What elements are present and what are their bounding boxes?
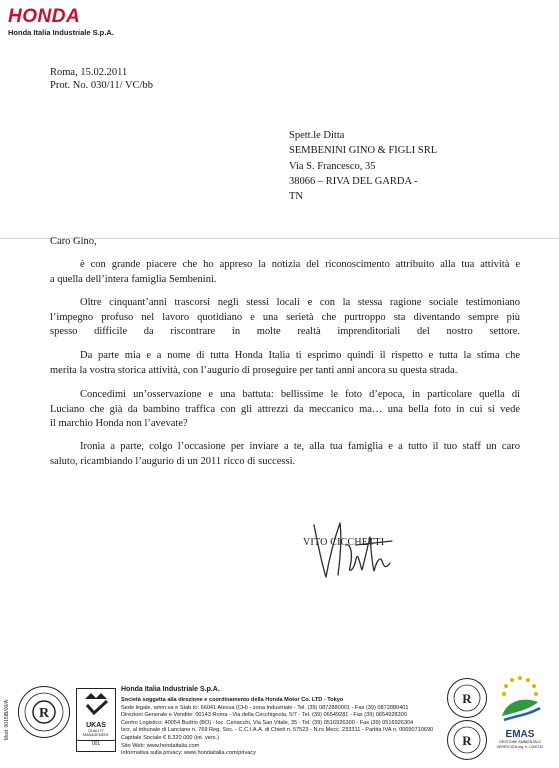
recipient-line: TN xyxy=(289,191,303,203)
paragraph-line: saluto, ricambiando l’augurio di un 2011 ricco di successi. xyxy=(50,455,296,467)
footer-line: Centro Logistico: 40054 Budrio (BO) - loc. Cenacchi, Via San Vitale, 35 - Tel. (39) 0516926300 - Fax (39) 0516926304 xyxy=(121,719,414,726)
paragraph-line: è con grande piacere che ho appreso la notizia del riconoscimento attribuito alla tua attività e xyxy=(80,259,520,270)
footer-line: Iscr. al tribunale di Lanciano n. 769 Reg. Soc. - C.C.I.A.A. di Chieti n. 57523 - N.ro Mecc. 233311 - Partita IVA n. 00090710690 xyxy=(121,727,434,734)
footer-line: Informativa sulla privacy: www.hondaitalia.com/privacy xyxy=(121,750,256,757)
paragraph-line: Da parte mia e a nome di tutta Honda Italia ti esprimo quindi il rispetto e tutta la stima che xyxy=(80,350,520,361)
paragraph-3 xyxy=(50,349,520,378)
paragraph-2 xyxy=(50,296,520,340)
ukas-number: 001 xyxy=(77,740,115,747)
registered-quality-icon xyxy=(19,687,69,737)
svg-text:R: R xyxy=(462,691,472,706)
form-code: Mod. 0015IB/00/A xyxy=(4,699,10,740)
company-name: Honda Italia Industriale S.p.A. xyxy=(8,28,114,37)
crown-check-icon xyxy=(77,689,115,717)
svg-text:R: R xyxy=(462,733,472,748)
footer-line: Capitale Sociale € 8.320.000 (int. vers.) xyxy=(121,734,219,741)
paragraph-line: Luciano che già da bambino traffica con gli attrezzi da meccanico ma… una bella foto in cui si vede xyxy=(50,403,520,415)
paragraph-line: merita la vostra storica attività, con l’augurio di proseguire per tanti anni ancora su questa strada. xyxy=(50,364,458,376)
paragraph-1 xyxy=(50,258,520,287)
recipient-line: Spett.le Ditta xyxy=(289,130,345,141)
recipient-line: 38066 – RIVA DEL GARDA - xyxy=(289,175,418,187)
recipient-line: SEMBENINI GINO & FIGLI SRL xyxy=(289,145,438,157)
registered-quality-icon xyxy=(448,679,486,717)
footer-details xyxy=(121,697,436,758)
paragraph-line: il marchio Honda non l’avevate? xyxy=(50,418,188,430)
emas-stars-leaf-icon xyxy=(492,672,548,724)
honda-logo: HONDA xyxy=(8,6,81,27)
svg-text:R: R xyxy=(38,706,50,721)
footer-line: Sede legale, amm.va e Stab.to: 66041 Atessa (CH) - zona Industriale - Tel. (39) 0872880001 - Fax (39) 0872880401 xyxy=(121,704,409,711)
ukas-badge xyxy=(76,688,116,752)
paragraph-5 xyxy=(50,440,520,469)
emas-badge xyxy=(492,672,548,762)
quality-seal-lower xyxy=(447,720,487,760)
ukas-label: UKAS xyxy=(86,722,106,729)
footer-line: Società soggetta alla direzione e coordinamento della Honda Motor Co. LTD - Tokyo xyxy=(121,697,344,703)
handwritten-signature xyxy=(296,515,406,585)
paragraph-line: a quella dell’intera famiglia Sembenini. xyxy=(50,273,217,285)
paragraph-line: l’impegno profuso nel lavoro quotidiano e una serietà che purtroppo sta diventando sempre più xyxy=(50,311,520,323)
emas-sub: GESTIONE AMBIENTALE xyxy=(499,740,541,744)
recipient-line: Via S. Francesco, 35 xyxy=(289,160,376,172)
emas-registration: VERIFICATA reg. n. I-000732 xyxy=(496,744,544,749)
paragraph-line: Concedimi un’osservazione e una battuta: bellissime le foto d’epoca, in particolare quella di xyxy=(80,389,520,400)
footer-line: Direzioni Generale e Vendite: 00143 Roma - Via della Cecchignola, 5/7 - Tel. (39) 06549281 - Fax (39) 0654928300 xyxy=(121,712,407,719)
quality-seal-upper xyxy=(447,678,487,718)
paragraph-line: Oltre cinquant’anni trascorsi negli stessi locali e con la stessa ragione sociale testimoniano xyxy=(80,297,520,308)
ukas-sub: QUALITY MANAGEMENT xyxy=(83,729,109,737)
recipient-block xyxy=(289,128,437,204)
footer-company: Honda Italia Industriale S.p.A. xyxy=(121,686,220,693)
paragraph-line: Ironia a parte, colgo l’occasione per inviare a te, alla tua famiglia e a tutto il tuo staff un caro xyxy=(80,441,520,452)
footer-line: Sito Web: www.hondaitalia.com xyxy=(121,742,200,749)
protocol-number: Prot. No. 030/11/ VC/bb xyxy=(50,80,153,91)
paragraph-line: spesso difficile da riscontrare in molte realtà imprenditoriali del nostro settore. xyxy=(50,326,520,338)
paragraph-4 xyxy=(50,388,520,432)
quality-certification-seal xyxy=(18,686,70,738)
salutation: Caro Gino, xyxy=(50,236,97,247)
place-date: Roma, 15.02.2011 xyxy=(50,67,128,78)
registered-quality-icon xyxy=(448,721,486,759)
signatory-name: VITO CICCHETTI xyxy=(303,537,385,548)
emas-label: EMAS xyxy=(505,729,535,740)
